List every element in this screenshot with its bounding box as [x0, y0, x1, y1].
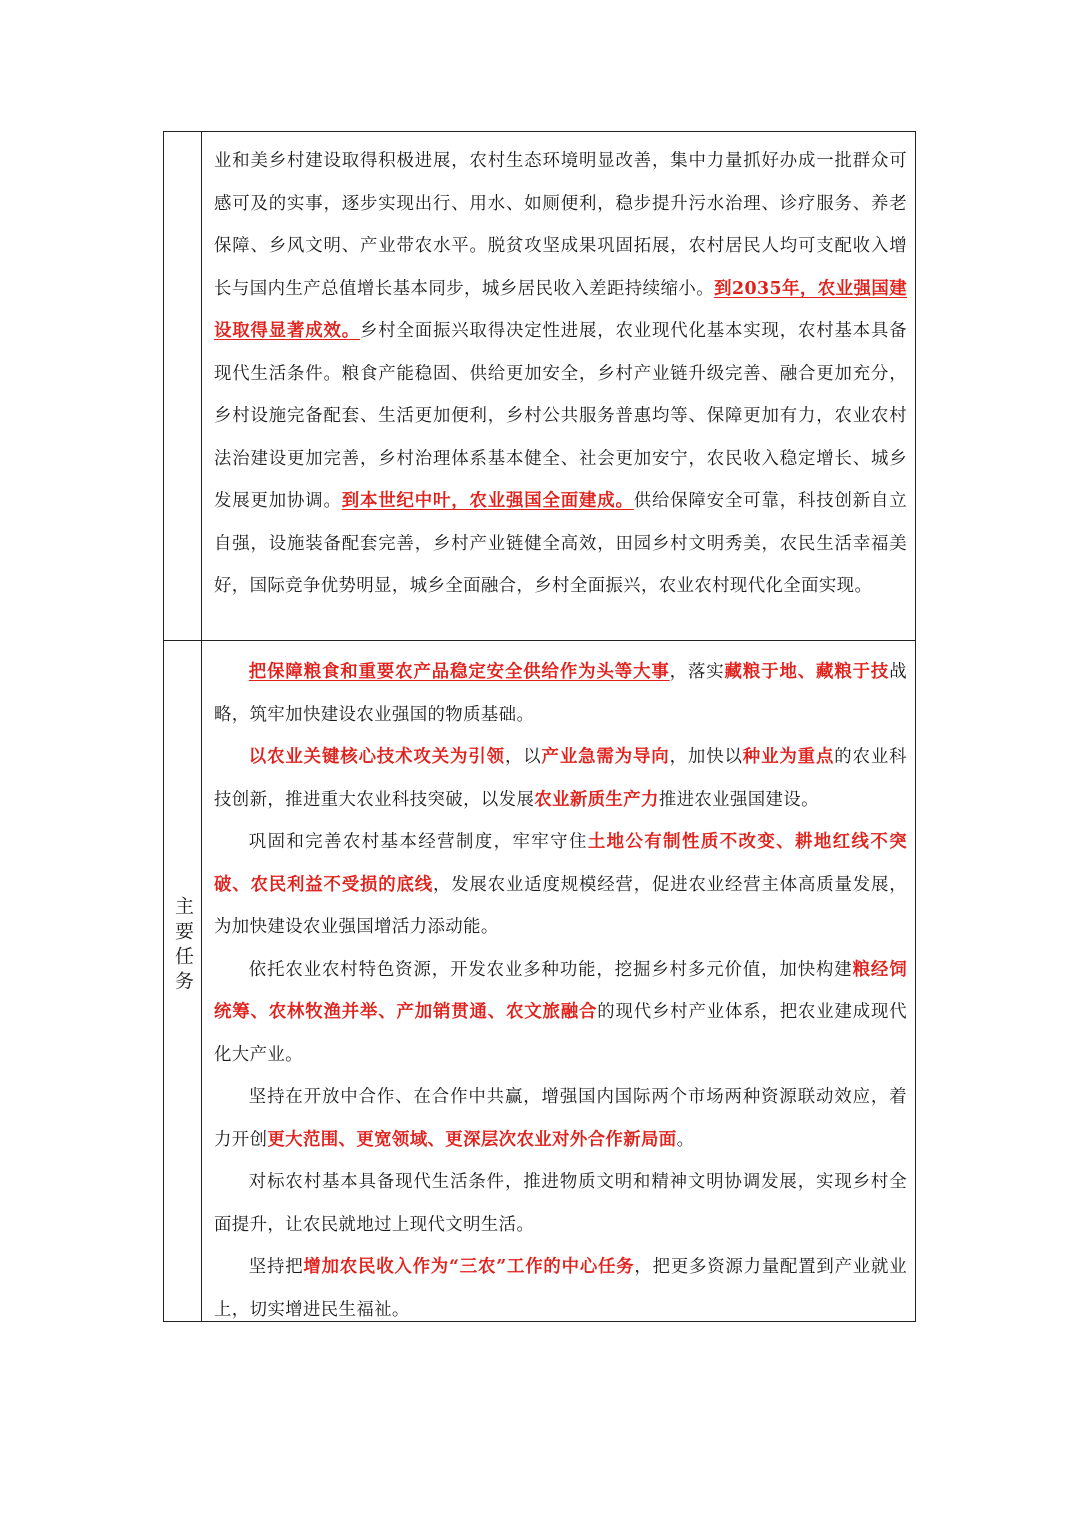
- document-table: [163, 131, 916, 1322]
- highlighted-text-segment: 种业为重点: [742, 747, 835, 767]
- task-paragraph: [214, 1161, 907, 1246]
- highlighted-text-segment: 粮经饲统筹、农林牧渔并举、产加销贯通、农文旅融合: [214, 959, 907, 1022]
- text-segment: 坚持在开放中合作、在合作中共赢，增强国内国际两个市场两种资源联动效应，着力开创: [214, 1087, 907, 1150]
- highlighted-text-segment: 到2035年，农业强国建设取得显著成效。: [214, 278, 907, 341]
- text-segment: 的农业科技创新，推进重大农业科技突破，以发展: [214, 747, 907, 810]
- table-row-main-tasks: [164, 640, 915, 1321]
- text-segment: 的现代乡村产业体系，把农业建成现代化大产业。: [214, 1002, 907, 1065]
- text-segment: 对标农村基本具备现代生活条件，推进物质文明和精神文明协调发展，实现乡村全面提升，让农民就地过上现代文明生活。: [214, 1172, 907, 1235]
- text-segment: ，落实: [669, 662, 725, 682]
- goals-paragraph: [214, 140, 907, 608]
- text-segment: ，发展农业适度规模经营，促进农业经营主体高质量发展，为加快建设农业强国增活力添动能。: [214, 874, 907, 937]
- task-paragraph: [214, 821, 907, 949]
- text-segment: ，把更多资源力量配置到产业就业上，切实增进民生福祉。: [214, 1257, 908, 1320]
- main-tasks-label: 主要任务: [172, 896, 194, 996]
- table-row-goals: [164, 132, 915, 640]
- text-segment: 坚持把: [248, 1257, 304, 1277]
- highlighted-text-segment: 以农业关键核心技术攻关为引领: [248, 747, 505, 767]
- row-label-cell-empty: [164, 132, 202, 640]
- text-segment: 。: [676, 1129, 695, 1150]
- text-segment: 巩固和完善农村基本经营制度，牢牢守住: [248, 832, 588, 852]
- text-segment: ，加快以: [669, 747, 743, 767]
- highlighted-text-segment: 土地公有制性质不改变、耕地红线不突破、农民利益不受损的底线: [214, 832, 907, 895]
- highlighted-text-segment: 把保障粮食和重要农产品稳定安全供给作为头等大事: [248, 662, 670, 682]
- task-paragraph: [214, 651, 907, 736]
- highlighted-text-segment: 藏粮于地、藏粮于技: [724, 662, 890, 682]
- goals-content-cell: [202, 132, 915, 640]
- text-segment: 供给保障安全可靠，科技创新自立自强，设施装备配套完善，乡村产业链健全高效，田园乡村文明秀美，农民生活幸福美好，国际竞争优势明显，城乡全面融合，乡村全面振兴，农业农村现代化全面实现。: [214, 491, 907, 596]
- text-segment: 乡村全面振兴取得决定性进展，农业现代化基本实现，农村基本具备现代生活条件。粮食产能稳固、供给更加安全，乡村产业链升级完善、融合更加充分，乡村设施完备配套、生活更加便利，乡村公共服务普惠均等、保障更加有力，农业农村法治建设更加完善，乡村治理体系基本健全、社会更加安宁，农民收入稳定增长、城乡发展更加协调。: [214, 321, 907, 511]
- highlighted-text-segment: 增加农民收入作为“三农”工作的中心任务: [303, 1257, 635, 1277]
- main-tasks-content-cell: [202, 641, 915, 1321]
- task-paragraph: [214, 736, 907, 821]
- task-paragraph: [214, 949, 907, 1077]
- highlighted-text-segment: 产业急需为导向: [541, 747, 670, 767]
- task-paragraph: [214, 1246, 907, 1331]
- text-segment: ，以: [504, 747, 542, 767]
- highlighted-text-segment: 更大范围、更宽领域、更深层次农业对外合作新局面: [267, 1129, 677, 1150]
- task-paragraph: [214, 1076, 907, 1161]
- highlighted-text-segment: 到本世纪中叶，农业强国全面建成。: [341, 491, 634, 511]
- row-label-cell-main-tasks: [164, 641, 202, 1321]
- highlighted-text-segment: 农业新质生产力: [534, 789, 659, 810]
- text-segment: 战略，筑牢加快建设农业强国的物质基础。: [214, 662, 908, 725]
- text-segment: 业和美乡村建设取得积极进展，农村生态环境明显改善，集中力量抓好办成一批群众可感可及的实事，逐步实现出行、用水、如厕便利，稳步提升污水治理、诊疗服务、养老保障、乡风文明、产业带农水平。脱贫攻坚成果巩固拓展，农村居民人均可支配收入增长与国内生产总值增长基本同步，城乡居民收入差距持续缩小。: [214, 151, 907, 299]
- text-segment: 依托农业农村特色资源，开发农业多种功能，挖掘乡村多元价值，加快构建: [248, 959, 853, 980]
- text-segment: 推进农业强国建设。: [658, 789, 819, 810]
